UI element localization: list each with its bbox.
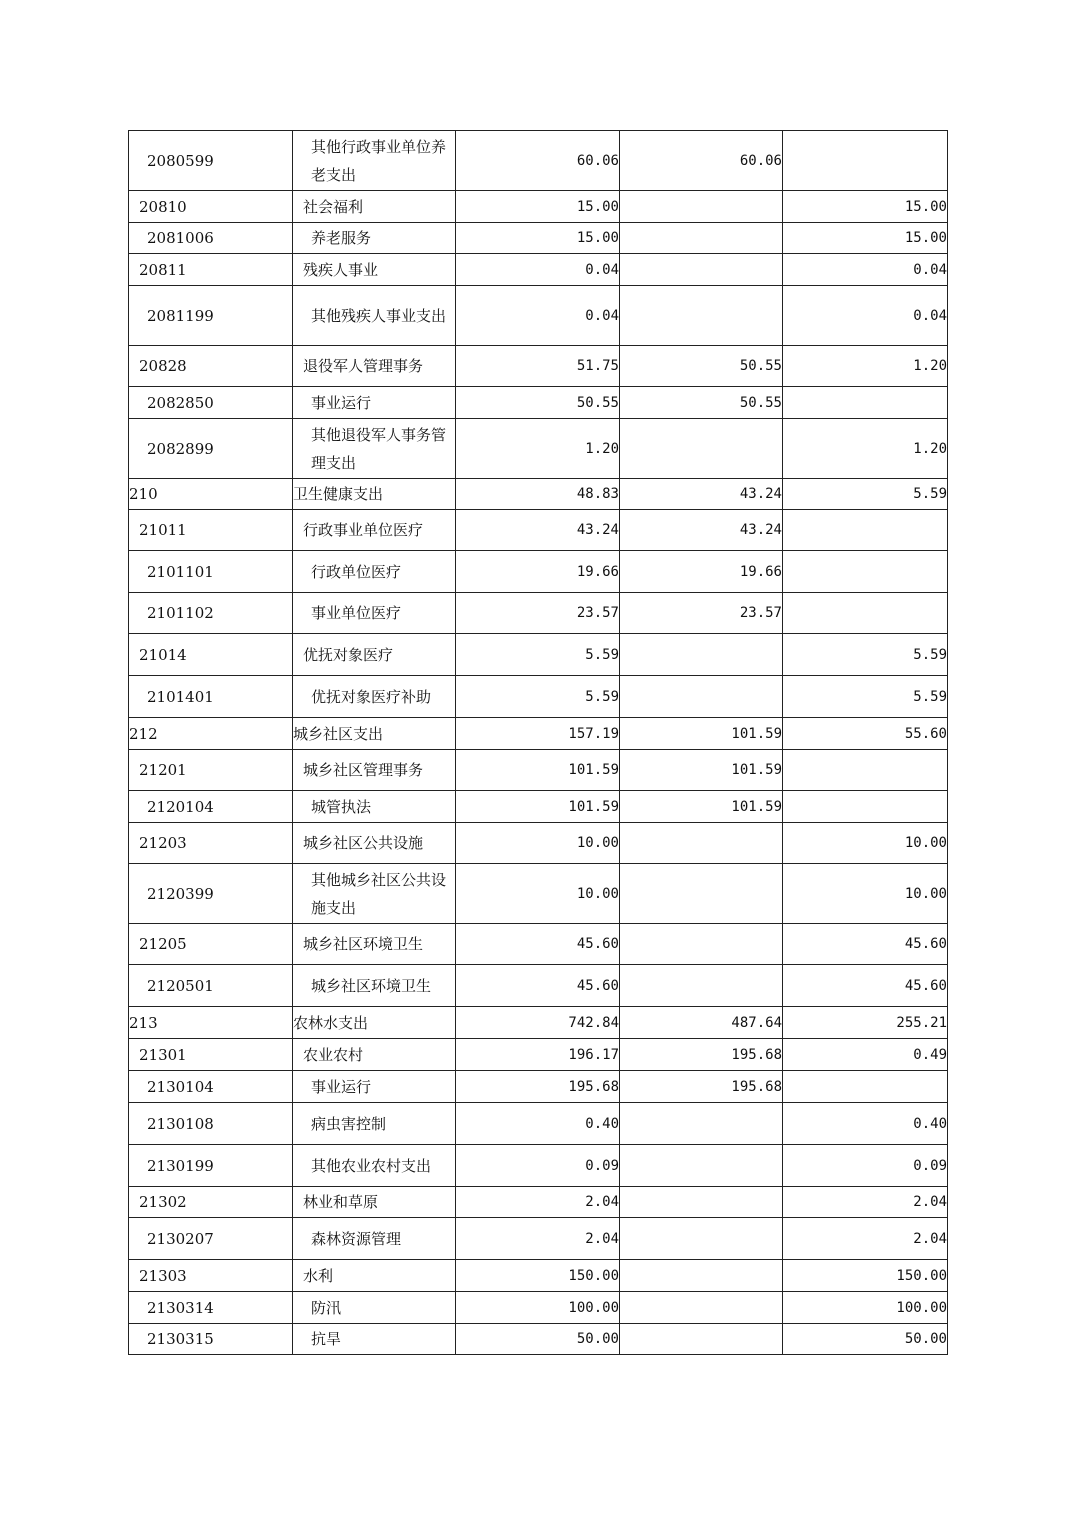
row-project: 0.49 xyxy=(783,1039,948,1071)
table-row xyxy=(129,387,948,419)
row-name: 优抚对象医疗 xyxy=(293,634,456,676)
row-project: 1.20 xyxy=(783,419,948,479)
row-name: 事业运行 xyxy=(293,1071,456,1103)
row-basic: 60.06 xyxy=(620,131,783,191)
row-total: 23.57 xyxy=(456,593,620,634)
row-basic xyxy=(620,924,783,965)
row-project: 0.40 xyxy=(783,1103,948,1145)
row-code: 2101102 xyxy=(129,593,293,634)
row-total: 43.24 xyxy=(456,510,620,551)
row-total: 5.59 xyxy=(456,676,620,718)
row-code: 2130207 xyxy=(129,1218,293,1260)
row-total: 5.59 xyxy=(456,634,620,676)
row-total: 0.04 xyxy=(456,286,620,346)
row-code: 2130315 xyxy=(129,1324,293,1355)
row-basic xyxy=(620,1292,783,1324)
row-name: 行政单位医疗 xyxy=(293,551,456,593)
row-total: 2.04 xyxy=(456,1218,620,1260)
row-project: 0.04 xyxy=(783,254,948,286)
row-total: 0.09 xyxy=(456,1145,620,1187)
row-project: 255.21 xyxy=(783,1007,948,1039)
table-row xyxy=(129,1007,948,1039)
row-project: 55.60 xyxy=(783,718,948,750)
row-project xyxy=(783,387,948,419)
row-name: 其他行政事业单位养老支出 xyxy=(293,131,456,191)
row-project xyxy=(783,131,948,191)
row-code: 21301 xyxy=(129,1039,293,1071)
row-code: 2120104 xyxy=(129,791,293,823)
row-code: 20811 xyxy=(129,254,293,286)
row-name: 其他退役军人事务管理支出 xyxy=(293,419,456,479)
row-total: 0.04 xyxy=(456,254,620,286)
row-name: 其他城乡社区公共设施支出 xyxy=(293,864,456,924)
table-row xyxy=(129,1218,948,1260)
row-code: 2082850 xyxy=(129,387,293,419)
row-basic xyxy=(620,634,783,676)
row-code: 21201 xyxy=(129,750,293,791)
row-name: 林业和草原 xyxy=(293,1187,456,1218)
row-total: 60.06 xyxy=(456,131,620,191)
table-row xyxy=(129,676,948,718)
row-project: 100.00 xyxy=(783,1292,948,1324)
row-project: 0.09 xyxy=(783,1145,948,1187)
row-code: 20828 xyxy=(129,346,293,387)
row-name: 城乡社区管理事务 xyxy=(293,750,456,791)
row-basic xyxy=(620,965,783,1007)
budget-table xyxy=(128,130,948,1355)
table-row xyxy=(129,510,948,551)
row-total: 51.75 xyxy=(456,346,620,387)
row-code: 2081006 xyxy=(129,223,293,254)
row-project: 0.04 xyxy=(783,286,948,346)
row-basic: 101.59 xyxy=(620,718,783,750)
row-project: 5.59 xyxy=(783,634,948,676)
row-name: 农业农村 xyxy=(293,1039,456,1071)
table-row xyxy=(129,1039,948,1071)
row-total: 15.00 xyxy=(456,191,620,223)
row-name: 森林资源管理 xyxy=(293,1218,456,1260)
row-basic: 43.24 xyxy=(620,479,783,510)
row-name: 社会福利 xyxy=(293,191,456,223)
row-code: 2082899 xyxy=(129,419,293,479)
row-total: 48.83 xyxy=(456,479,620,510)
row-name: 养老服务 xyxy=(293,223,456,254)
table-row xyxy=(129,1103,948,1145)
row-code: 2120501 xyxy=(129,965,293,1007)
table-row xyxy=(129,254,948,286)
row-code: 2081199 xyxy=(129,286,293,346)
row-name: 其他残疾人事业支出 xyxy=(293,286,456,346)
row-name: 优抚对象医疗补助 xyxy=(293,676,456,718)
table-row xyxy=(129,223,948,254)
row-basic: 19.66 xyxy=(620,551,783,593)
row-basic xyxy=(620,1103,783,1145)
budget-table-body xyxy=(129,131,948,1355)
table-row xyxy=(129,131,948,191)
row-name: 事业运行 xyxy=(293,387,456,419)
row-basic xyxy=(620,1218,783,1260)
table-row xyxy=(129,551,948,593)
row-project: 10.00 xyxy=(783,823,948,864)
row-name: 水利 xyxy=(293,1260,456,1292)
row-total: 45.60 xyxy=(456,965,620,1007)
table-row xyxy=(129,718,948,750)
row-total: 101.59 xyxy=(456,750,620,791)
table-row xyxy=(129,419,948,479)
table-row xyxy=(129,750,948,791)
row-name: 卫生健康支出 xyxy=(293,479,456,510)
row-basic xyxy=(620,823,783,864)
row-project xyxy=(783,510,948,551)
row-code: 2101101 xyxy=(129,551,293,593)
row-total: 0.40 xyxy=(456,1103,620,1145)
row-code: 2120399 xyxy=(129,864,293,924)
row-name: 病虫害控制 xyxy=(293,1103,456,1145)
row-basic xyxy=(620,286,783,346)
row-project: 1.20 xyxy=(783,346,948,387)
table-row xyxy=(129,286,948,346)
row-total: 50.00 xyxy=(456,1324,620,1355)
row-project: 10.00 xyxy=(783,864,948,924)
row-total: 101.59 xyxy=(456,791,620,823)
row-code: 21303 xyxy=(129,1260,293,1292)
row-code: 213 xyxy=(129,1007,293,1039)
row-code: 20810 xyxy=(129,191,293,223)
row-code: 21205 xyxy=(129,924,293,965)
row-code: 212 xyxy=(129,718,293,750)
row-total: 10.00 xyxy=(456,864,620,924)
row-total: 195.68 xyxy=(456,1071,620,1103)
row-name: 城乡社区支出 xyxy=(293,718,456,750)
row-basic xyxy=(620,254,783,286)
row-project: 45.60 xyxy=(783,965,948,1007)
row-total: 2.04 xyxy=(456,1187,620,1218)
row-total: 100.00 xyxy=(456,1292,620,1324)
row-basic: 487.64 xyxy=(620,1007,783,1039)
row-total: 15.00 xyxy=(456,223,620,254)
row-code: 21011 xyxy=(129,510,293,551)
row-code: 21203 xyxy=(129,823,293,864)
table-row xyxy=(129,823,948,864)
row-name: 城乡社区环境卫生 xyxy=(293,965,456,1007)
row-name: 农林水支出 xyxy=(293,1007,456,1039)
row-code: 21302 xyxy=(129,1187,293,1218)
row-total: 45.60 xyxy=(456,924,620,965)
row-basic xyxy=(620,676,783,718)
row-basic xyxy=(620,419,783,479)
row-project xyxy=(783,750,948,791)
row-project: 15.00 xyxy=(783,223,948,254)
table-row xyxy=(129,479,948,510)
row-name: 防汛 xyxy=(293,1292,456,1324)
row-name: 退役军人管理事务 xyxy=(293,346,456,387)
row-basic xyxy=(620,191,783,223)
row-total: 150.00 xyxy=(456,1260,620,1292)
row-code: 2080599 xyxy=(129,131,293,191)
row-basic xyxy=(620,1145,783,1187)
table-row xyxy=(129,1071,948,1103)
table-row xyxy=(129,924,948,965)
row-basic: 101.59 xyxy=(620,750,783,791)
table-row xyxy=(129,965,948,1007)
row-project: 150.00 xyxy=(783,1260,948,1292)
row-name: 城乡社区公共设施 xyxy=(293,823,456,864)
row-code: 2130314 xyxy=(129,1292,293,1324)
row-name: 城乡社区环境卫生 xyxy=(293,924,456,965)
row-code: 2130104 xyxy=(129,1071,293,1103)
table-row xyxy=(129,1145,948,1187)
row-name: 事业单位医疗 xyxy=(293,593,456,634)
row-basic xyxy=(620,1260,783,1292)
table-row xyxy=(129,1324,948,1355)
table-row xyxy=(129,346,948,387)
row-code: 21014 xyxy=(129,634,293,676)
row-code: 2101401 xyxy=(129,676,293,718)
row-basic: 50.55 xyxy=(620,346,783,387)
row-total: 196.17 xyxy=(456,1039,620,1071)
row-project: 2.04 xyxy=(783,1187,948,1218)
table-row xyxy=(129,1292,948,1324)
row-total: 10.00 xyxy=(456,823,620,864)
row-name: 城管执法 xyxy=(293,791,456,823)
row-basic xyxy=(620,1324,783,1355)
table-row xyxy=(129,864,948,924)
row-name: 残疾人事业 xyxy=(293,254,456,286)
row-total: 157.19 xyxy=(456,718,620,750)
row-project: 15.00 xyxy=(783,191,948,223)
row-basic: 195.68 xyxy=(620,1071,783,1103)
row-code: 2130199 xyxy=(129,1145,293,1187)
table-row xyxy=(129,791,948,823)
row-basic xyxy=(620,864,783,924)
row-project xyxy=(783,791,948,823)
row-basic: 50.55 xyxy=(620,387,783,419)
row-name: 其他农业农村支出 xyxy=(293,1145,456,1187)
row-basic xyxy=(620,1187,783,1218)
row-basic: 101.59 xyxy=(620,791,783,823)
row-total: 1.20 xyxy=(456,419,620,479)
table-row xyxy=(129,593,948,634)
table-row xyxy=(129,1187,948,1218)
row-project: 50.00 xyxy=(783,1324,948,1355)
table-row xyxy=(129,191,948,223)
row-code: 2130108 xyxy=(129,1103,293,1145)
row-basic: 23.57 xyxy=(620,593,783,634)
row-project: 2.04 xyxy=(783,1218,948,1260)
row-code: 210 xyxy=(129,479,293,510)
row-total: 50.55 xyxy=(456,387,620,419)
row-name: 抗旱 xyxy=(293,1324,456,1355)
row-project xyxy=(783,551,948,593)
row-basic xyxy=(620,223,783,254)
row-name: 行政事业单位医疗 xyxy=(293,510,456,551)
row-total: 742.84 xyxy=(456,1007,620,1039)
row-basic: 195.68 xyxy=(620,1039,783,1071)
row-project: 5.59 xyxy=(783,479,948,510)
row-project: 5.59 xyxy=(783,676,948,718)
row-total: 19.66 xyxy=(456,551,620,593)
row-project xyxy=(783,1071,948,1103)
row-basic: 43.24 xyxy=(620,510,783,551)
row-project xyxy=(783,593,948,634)
table-row xyxy=(129,634,948,676)
row-project: 45.60 xyxy=(783,924,948,965)
table-row xyxy=(129,1260,948,1292)
